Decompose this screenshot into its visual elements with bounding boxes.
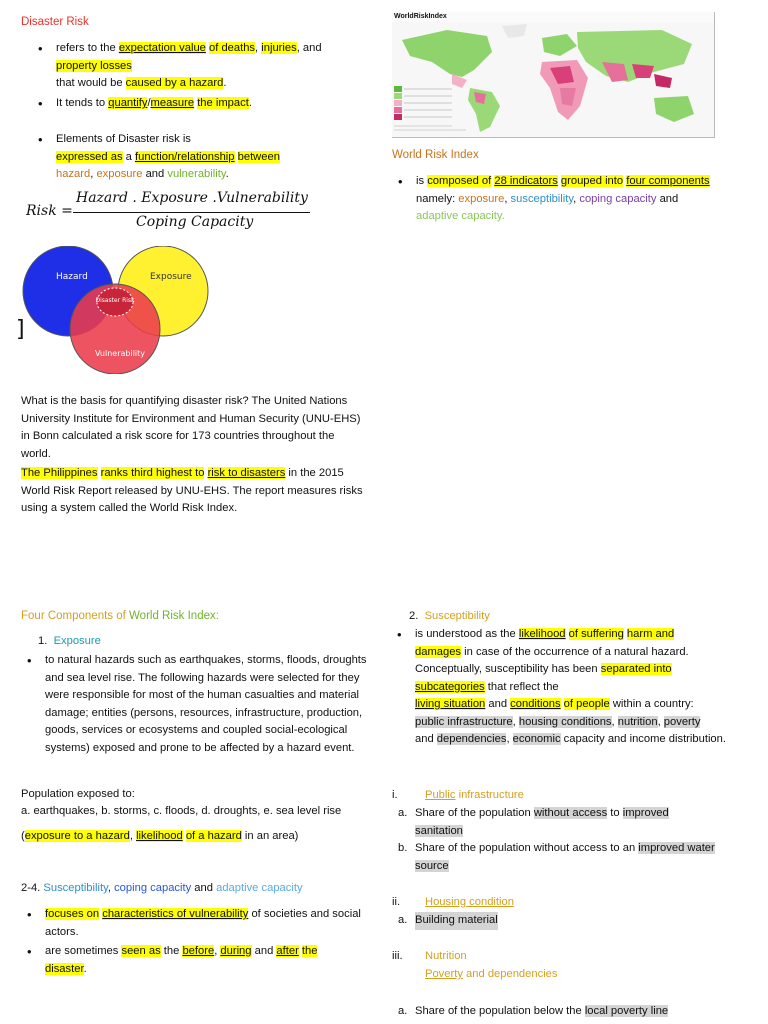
disaster-risk-bullet-1: refers to the expectation value of deaths, injuries, and property losses that would be caused by a hazard. — [56, 42, 322, 89]
roman-i: i. — [392, 789, 398, 801]
world-risk-index-map — [392, 12, 715, 138]
exposure-heading: 1. Exposure — [38, 635, 101, 647]
roman-iii: iii. — [392, 950, 403, 962]
intro-paragraph: What is the basis for quantifying disaster risk? The United Nations University Institute for Environment and Human Security (UNU-EHS) in Bonn calculated a risk score for 173 countries throughout the world. — [21, 395, 361, 460]
venn-exposure-label: Exposure — [150, 272, 192, 282]
seen-as-bullet: are sometimes seen as the before, during and after the disaster. — [45, 945, 318, 975]
venn-hazard-label: Hazard — [56, 272, 88, 282]
stray-bracket: ] — [16, 317, 25, 342]
population-exposed-label: Population exposed to: — [21, 788, 135, 800]
public-infrastructure-heading: Public infrastructure — [425, 789, 524, 801]
disaster-risk-bullet-2: It tends to quantify/measure the impact. — [56, 97, 252, 109]
risk-formula — [26, 190, 326, 234]
susceptibility-heading: 2. Susceptibility — [409, 610, 490, 622]
pi-item-a-marker: a. — [398, 807, 408, 819]
pi-item-b-marker: b. — [398, 842, 408, 854]
formula-denominator: Coping Capacity — [136, 214, 254, 230]
philippines-paragraph: The Philippines ranks third highest to risk to disasters in the 2015 World Risk Report released by UNU-EHS. The report measures risks using a system called the World Risk Index. — [21, 467, 363, 514]
population-exposed-list: a. earthquakes, b. storms, c. floods, d. droughts, e. sea level rise — [21, 805, 342, 817]
disaster-risk-title: Disaster Risk — [21, 16, 89, 28]
map-title: WorldRiskIndex — [394, 13, 447, 20]
disaster-risk-venn-diagram — [22, 246, 214, 374]
poverty-item-a: Share of the population below the local poverty line — [415, 1005, 669, 1017]
formula-lhs: Risk = — [26, 203, 73, 219]
exposure-definition: (exposure to a hazard, likelihood of a hazard in an area) — [21, 830, 299, 842]
housing-item-a-marker: a. — [398, 914, 408, 926]
formula-numerator: Hazard . Exposure .Vulnerability — [76, 190, 308, 206]
venn-vulnerability-label: Vulnerability — [95, 349, 146, 358]
world-risk-index-title: World Risk Index — [392, 149, 479, 161]
susceptibility-bullet: is understood as the likelihood of suffering harm and damages in case of the occurrence of a natural hazard. Conceptually, susceptibility has been separated into subcategories that reflect the living situation and conditions of people within a country: public infrastructure, housing conditions, nutrition, poverty and dependencies, economic capacity and income distribution. — [415, 628, 726, 745]
venn-center-label: Disaster Risk — [95, 297, 135, 304]
housing-condition-heading: Housing condition — [425, 896, 514, 908]
formula-fraction-bar — [73, 212, 310, 213]
world-map-graphic — [392, 22, 714, 137]
four-components-heading: Four Components of World Risk Index: — [21, 610, 219, 622]
focuses-bullet: focuses on characteristics of vulnerability of societies and social actors. — [45, 908, 361, 938]
housing-item-a: Building material — [415, 912, 498, 930]
roman-ii: ii. — [392, 896, 401, 908]
pi-item-b: Share of the population without access to an improved water source — [415, 842, 715, 872]
pi-item-a: Share of the population without access to improved sanitation — [415, 807, 669, 837]
world-risk-index-bullet: is composed of 28 indicators grouped into four components namely: exposure, susceptibility, coping capacity and adaptive capacity. — [416, 175, 710, 222]
nutrition-heading: Nutrition — [425, 950, 467, 962]
exposure-bullet: to natural hazards such as earthquakes, storms, floods, droughts and sea level rise. The following hazards were selected for they were responsible for most of the human casualties and material damage; entities (persons, resources, infrastructure, production, goods, services or ecosystems and coupled social-ecological systems) exposed and prone to be affected by a hazard event. — [45, 654, 367, 754]
disaster-risk-bullet-3: Elements of Disaster risk is expressed as a function/relationship between hazard, exposure and vulnerability. — [56, 133, 280, 180]
components-2-4-heading: 2-4. Susceptibility, coping capacity and adaptive capacity — [21, 882, 303, 894]
poverty-dependencies-heading: Poverty and dependencies — [425, 968, 558, 980]
poverty-item-a-marker: a. — [398, 1005, 408, 1017]
